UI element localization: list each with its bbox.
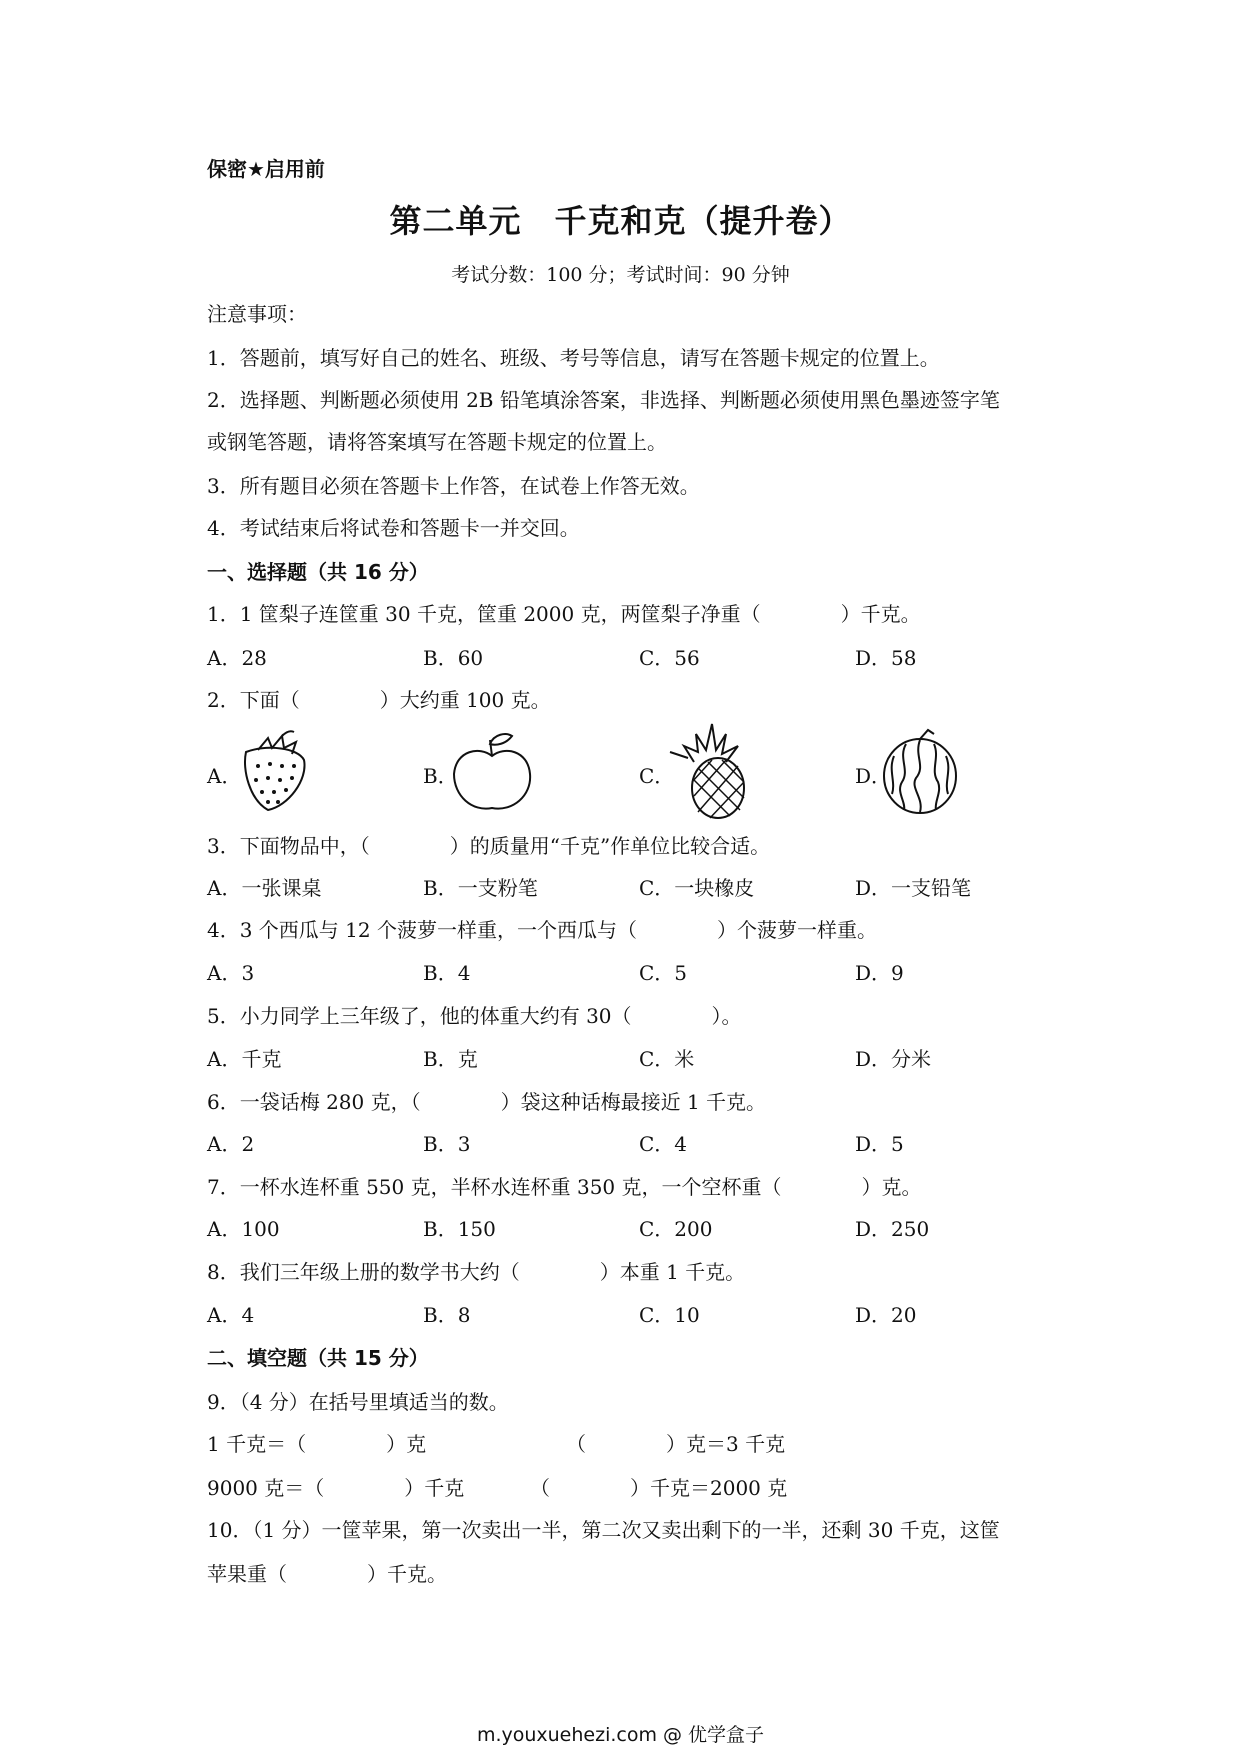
question-10-cont: 苹果重（ ）千克。 <box>207 1562 447 1586</box>
question-3: 3．下面物品中，（ ）的质量用“千克”作单位比较合适。 <box>207 834 771 858</box>
option-c: C．一块橡皮 <box>639 876 755 900</box>
pineapple-icon <box>668 722 764 820</box>
option-c: C．4 <box>639 1132 688 1156</box>
note-item: 3．所有题目必须在答题卡上作答，在试卷上作答无效。 <box>207 474 700 498</box>
fill-blank: （ ）克＝3 千克 <box>566 1432 786 1456</box>
question-1: 1．1 筐梨子连筐重 30 千克，筐重 2000 克，两筐梨子净重（ ）千克。 <box>207 602 921 626</box>
option-d: D． <box>855 764 892 788</box>
question-8: 8．我们三年级上册的数学书大约（ ）本重 1 千克。 <box>207 1260 746 1284</box>
strawberry-icon <box>238 730 314 814</box>
option-b: B．8 <box>423 1303 471 1327</box>
fill-blank: （ ）千克＝2000 克 <box>530 1476 788 1500</box>
question-6: 6．一袋话梅 280 克，（ ）袋这种话梅最接近 1 千克。 <box>207 1090 767 1114</box>
option-d: D．一支铅笔 <box>855 876 972 900</box>
option-d: D．58 <box>855 646 917 670</box>
exam-info: 考试分数：100 分；考试时间：90 分钟 <box>451 264 790 286</box>
question-5: 5．小力同学上三年级了，他的体重大约有 30（ ）。 <box>207 1004 742 1028</box>
option-b: B．克 <box>423 1047 478 1071</box>
option-c: C．10 <box>639 1303 700 1327</box>
section-heading: 二、填空题（共 15 分） <box>207 1346 429 1370</box>
fill-blank: 1 千克＝（ ）克 <box>207 1432 427 1456</box>
option-c: C． <box>639 764 675 788</box>
option-b: B．4 <box>423 961 471 985</box>
option-b: B．一支粉笔 <box>423 876 538 900</box>
question-9: 9．（4 分）在括号里填适当的数。 <box>207 1390 509 1414</box>
option-b: B．3 <box>423 1132 471 1156</box>
question-2: 2．下面（ ）大约重 100 克。 <box>207 688 551 712</box>
notes-heading: 注意事项： <box>207 302 307 326</box>
note-item: 2．选择题、判断题必须使用 2B 铅笔填涂答案，非选择、判断题必须使用黑色墨迹签字笔 <box>207 388 1000 412</box>
question-7: 7．一杯水连杯重 550 克，半杯水连杯重 350 克，一个空杯重（ ）克。 <box>207 1175 922 1199</box>
option-a: A．2 <box>207 1132 255 1156</box>
option-c: C．5 <box>639 961 688 985</box>
option-a: A．4 <box>207 1303 255 1327</box>
footer-url: m.youxuehezi.com @ 优学盒子 <box>476 1724 765 1746</box>
apple-icon <box>450 730 536 814</box>
option-b: B．60 <box>423 646 484 670</box>
option-a: A．28 <box>207 646 267 670</box>
option-a: A． <box>207 764 242 788</box>
option-d: D．20 <box>855 1303 917 1327</box>
note-item: 4．考试结束后将试卷和答题卡一并交回。 <box>207 516 580 540</box>
option-b: B．150 <box>423 1217 496 1241</box>
option-c: C．56 <box>639 646 700 670</box>
option-a: A．一张课桌 <box>207 876 322 900</box>
option-a: A．千克 <box>207 1047 282 1071</box>
question-4: 4．3 个西瓜与 12 个菠萝一样重，一个西瓜与（ ）个菠萝一样重。 <box>207 918 877 942</box>
page-title: 第二单元 千克和克（提升卷） <box>389 202 852 240</box>
question-10: 10．（1 分）一筐苹果，第一次卖出一半，第二次又卖出剩下的一半，还剩 30 千克，这筐 <box>207 1518 1000 1542</box>
option-d: D．5 <box>855 1132 904 1156</box>
option-a: A．3 <box>207 961 255 985</box>
option-d: D．9 <box>855 961 904 985</box>
fill-blank: 9000 克＝（ ）千克 <box>207 1476 465 1500</box>
option-b: B． <box>423 764 458 788</box>
option-c: C．200 <box>639 1217 713 1241</box>
note-item: 1．答题前，填写好自己的姓名、班级、考号等信息，请写在答题卡规定的位置上。 <box>207 346 940 370</box>
option-d: D．250 <box>855 1217 930 1241</box>
watermelon-icon <box>880 726 966 816</box>
option-d: D．分米 <box>855 1047 932 1071</box>
confidential-label: 保密★启用前 <box>207 157 325 181</box>
option-a: A．100 <box>207 1217 280 1241</box>
option-c: C．米 <box>639 1047 695 1071</box>
section-heading: 一、选择题（共 16 分） <box>207 560 429 584</box>
note-item: 或钢笔答题，请将答案填写在答题卡规定的位置上。 <box>207 430 667 454</box>
